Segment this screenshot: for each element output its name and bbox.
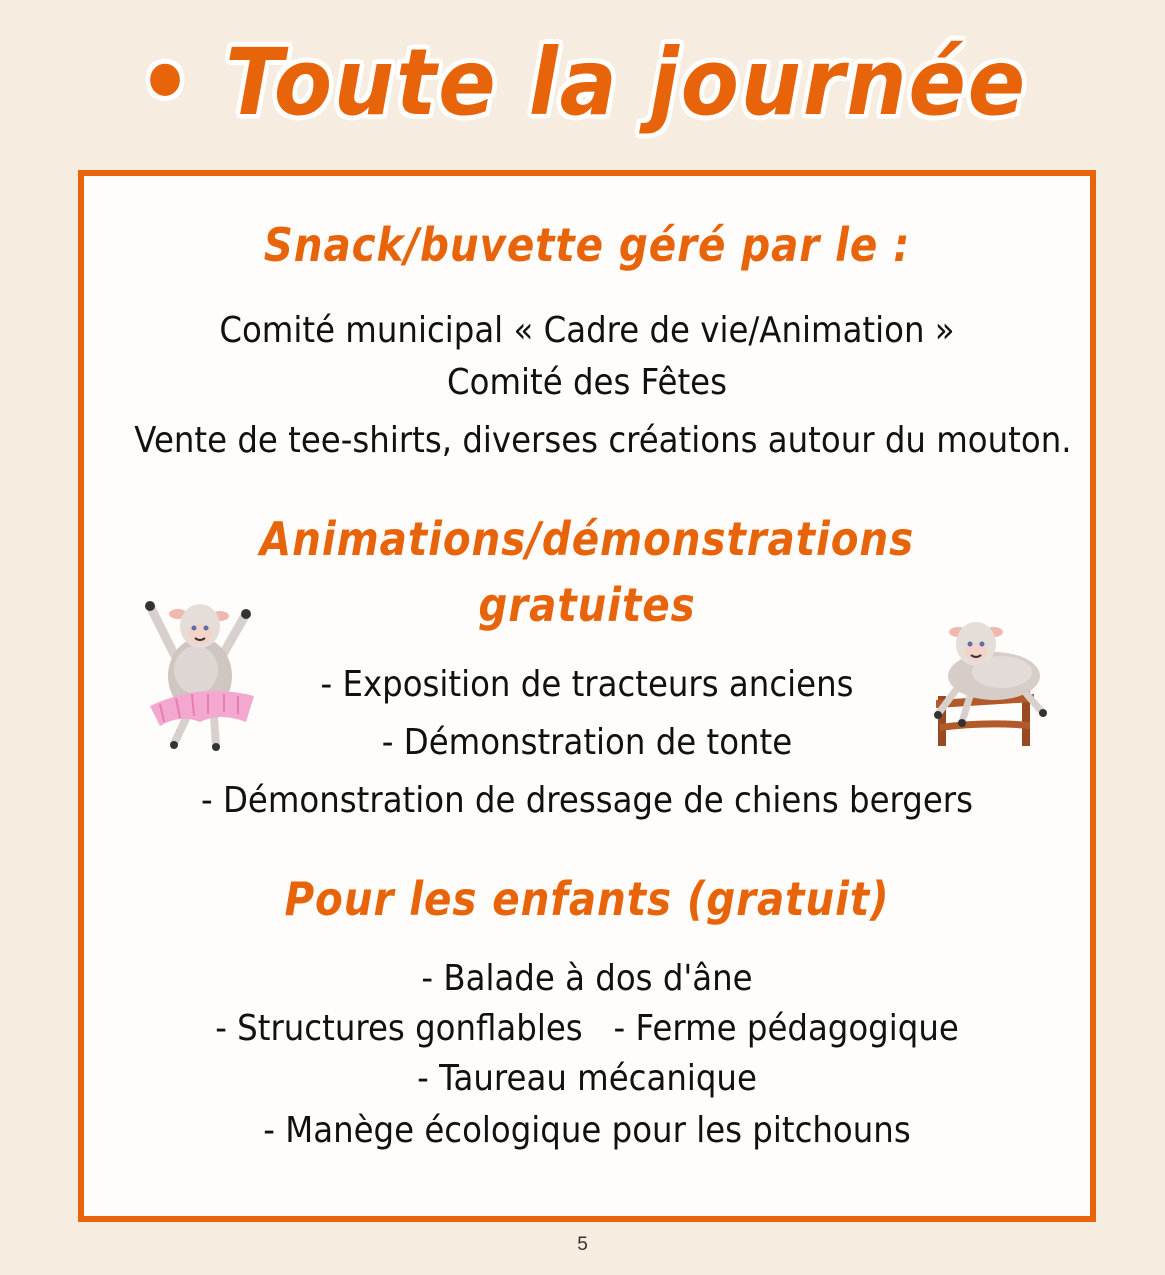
animation-line-2: - Démonstration de tonte [381, 722, 793, 763]
dancing-sheep-icon [140, 594, 260, 754]
kids-line-3: - Taureau mécanique [417, 1058, 757, 1099]
animation-line-3: - Démonstration de dressage de chiens bergers [200, 780, 973, 821]
snack-line-1: Comité municipal « Cadre de vie/Animation » [219, 310, 955, 351]
section-heading-animations-2: gratuites [478, 578, 696, 632]
animation-line-1: - Exposition de tracteurs anciens [320, 664, 854, 705]
snack-line-2: Comité des Fêtes [447, 362, 727, 403]
sheep-fence-icon [926, 614, 1054, 754]
kids-line-4: - Manège écologique pour les pitchouns [263, 1110, 911, 1151]
kids-line-2: - Structures gonflables - Ferme pédagogique [215, 1008, 959, 1049]
section-heading-animations: Animations/démonstrations [259, 512, 915, 566]
page-number: 5 [577, 1234, 588, 1255]
content-panel [78, 170, 1096, 1222]
snack-line-3: Vente de tee-shirts, diverses créations autour du mouton. [134, 420, 1072, 461]
section-heading-snack: Snack/buvette géré par le : [263, 218, 911, 272]
kids-line-1: - Balade à dos d'âne [421, 958, 753, 999]
section-heading-enfants: Pour les enfants (gratuit) [284, 872, 890, 926]
page-title: • Toute la journée [137, 29, 1028, 136]
